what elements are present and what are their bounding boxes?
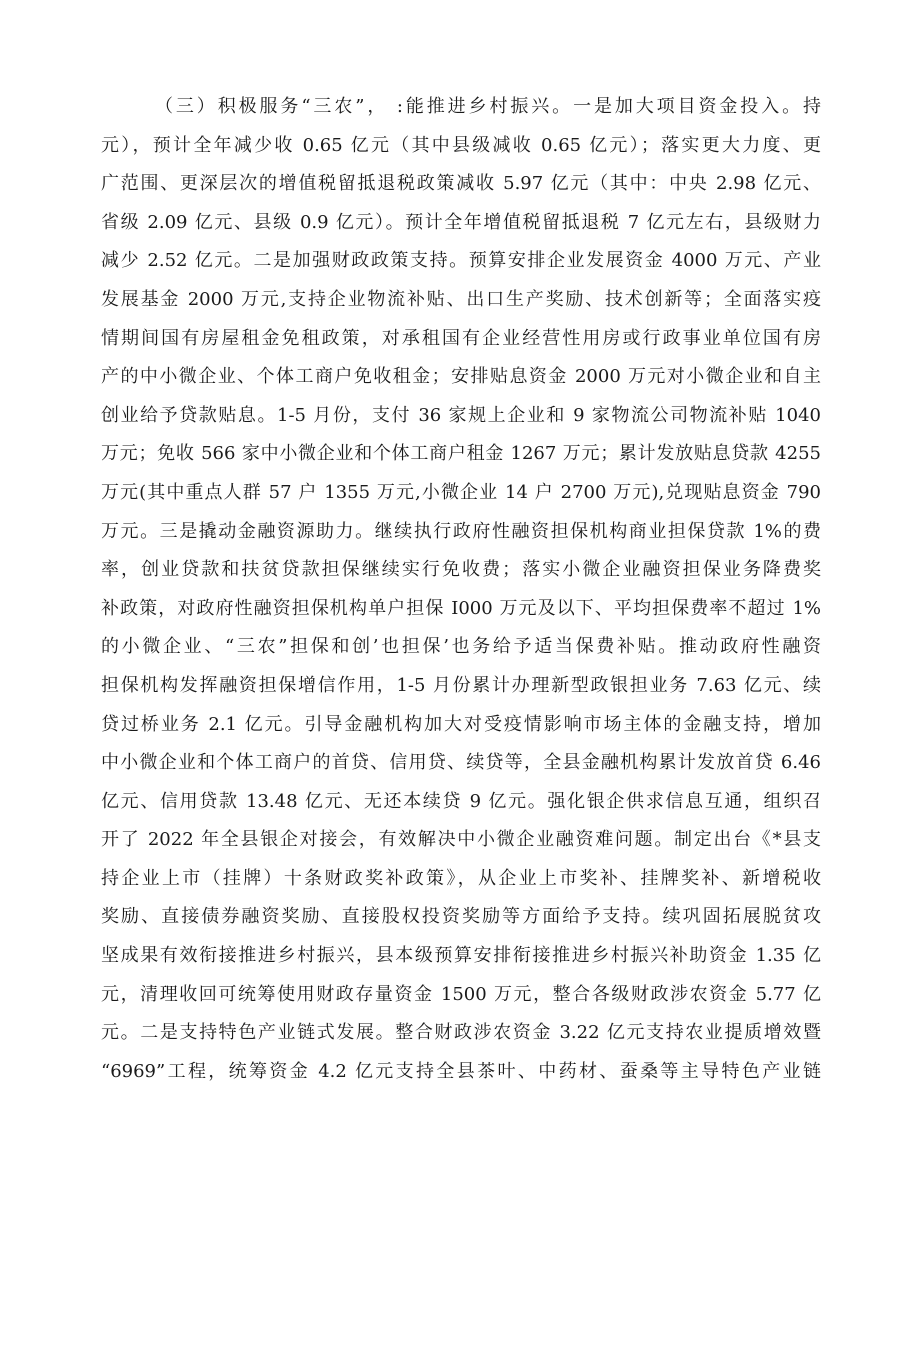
- text-line: 产的中小微企业、个体工商户免收租金；安排贴息资金 2000 万元对小微企业和自主: [101, 366, 821, 388]
- text-line: “6969”工程，统筹资金 4.2 亿元支持全县茶叶、中药材、蚕桑等主导特色产业链: [101, 1060, 821, 1082]
- text-line: 元，清理收回可统筹使用财政存量资金 1500 万元，整合各级财政涉农资金 5.77 亿: [101, 983, 821, 1005]
- text-line: 担保机构发挥融资担保增信作用，1-5 月份累计办理新型政银担业务 7.63 亿元、续: [101, 674, 821, 696]
- text-line: 发展基金 2000 万元,支持企业物流补贴、出口生产奖励、技术创新等；全面落实疫: [101, 288, 821, 310]
- text-line: 减少 2.52 亿元。二是加强财政政策支持。预算安排企业发展资金 4000 万元、产业: [101, 250, 821, 272]
- text-line: 广范围、更深层次的增值税留抵退税政策减收 5.97 亿元（其中：中央 2.98 亿元、: [101, 173, 821, 195]
- text-line: 坚成果有效衔接推进乡村振兴，县本级预算安排衔接推进乡村振兴补助资金 1.35 亿: [101, 945, 821, 967]
- text-line: 省级 2.09 亿元、县级 0.9 亿元）。预计全年增值税留抵退税 7 亿元左右，县级财力: [101, 211, 821, 233]
- text-line: 万元；免收 566 家中小微企业和个体工商户租金 1267 万元；累计发放贴息贷款 4255: [101, 443, 821, 465]
- text-line: 元），预计全年减少收 0.65 亿元（其中县级减收 0.65 亿元）；落实更大力度、更: [101, 134, 821, 156]
- text-line: 中小微企业和个体工商户的首贷、信用贷、续贷等，全县金融机构累计发放首贷 6.46: [101, 752, 821, 774]
- text-line: 开了 2022 年全县银企对接会，有效解决中小微企业融资难问题。制定出台《*县支: [101, 829, 821, 851]
- text-line: 亿元、信用贷款 13.48 亿元、无还本续贷 9 亿元。强化银企供求信息互通，组织召: [101, 790, 821, 812]
- text-line: （三）积极服务“三农”， :能推进乡村振兴。一是加大项目资金投入。持: [155, 96, 821, 117]
- text-line: 情期间国有房屋租金免租政策，对承租国有企业经营性用房或行政事业单位国有房: [101, 327, 821, 349]
- text-line: 持企业上市（挂牌）十条财政奖补政策》，从企业上市奖补、挂牌奖补、新增税收: [101, 867, 821, 889]
- body-paragraph: [101, 88, 821, 1091]
- text-line: 万元。三是撬动金融资源助力。继续执行政府性融资担保机构商业担保贷款 1%的费: [101, 520, 821, 542]
- text-line: 补政策，对政府性融资担保机构单户担保 I000 万元及以下、平均担保费率不超过 1%: [101, 597, 821, 619]
- text-line: 奖励、直接债券融资奖励、直接股权投资奖励等方面给予支持。续巩固拓展脱贫攻: [101, 906, 821, 928]
- text-line: 创业给予贷款贴息。1-5 月份，支付 36 家规上企业和 9 家物流公司物流补贴 1040: [101, 404, 821, 426]
- text-line: 的小微企业、“三农”担保和创’也担保’也务给予适当保费补贴。推动政府性融资: [101, 636, 821, 658]
- text-line: 万元(其中重点人群 57 户 1355 万元,小微企业 14 户 2700 万元),兑现贴息资金 790: [101, 481, 821, 503]
- text-line: 率，创业贷款和扶贫贷款担保继续实行免收费；落实小微企业融资担保业务降费奖: [101, 559, 821, 581]
- text-line: 贷过桥业务 2.1 亿元。引导金融机构加大对受疫情影响市场主体的金融支持，增加: [101, 713, 821, 735]
- text-line: 元。二是支持特色产业链式发展。整合财政涉农资金 3.22 亿元支持农业提质增效暨: [101, 1022, 821, 1044]
